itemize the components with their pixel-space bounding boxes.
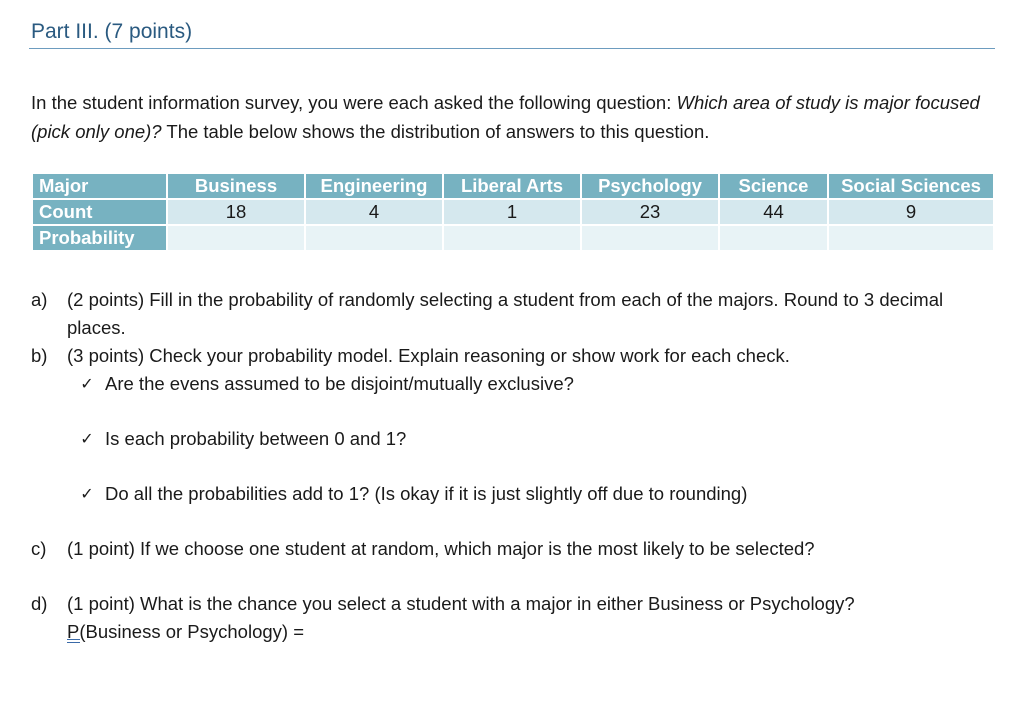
check-mark-icon: ✓ bbox=[80, 374, 94, 393]
question-b-text: (3 points) Check your probability model. Explain reasoning or show work for each check. bbox=[67, 345, 790, 366]
header-cell-engineering: Engineering bbox=[306, 174, 442, 198]
probability-science-cell[interactable] bbox=[720, 226, 827, 250]
section-heading: Part III. (7 points) bbox=[31, 20, 193, 43]
row-label-probability: Probability bbox=[33, 226, 166, 250]
question-c-text: (1 point) If we choose one student at random, which major is the most likely to be selected? bbox=[67, 538, 815, 559]
question-a-text: (2 points) Fill in the probability of randomly selecting a student from each of the majors. Round to 3 decimal places. bbox=[67, 289, 944, 338]
table-row-probability bbox=[33, 226, 993, 250]
question-b bbox=[31, 342, 1001, 370]
count-liberal-arts: 1 bbox=[444, 200, 580, 224]
answer-prefix: P( bbox=[67, 621, 86, 642]
header-cell-science: Science bbox=[720, 174, 827, 198]
row-label-count: Count bbox=[33, 200, 166, 224]
probability-psychology-cell[interactable] bbox=[582, 226, 718, 250]
question-a bbox=[31, 286, 1001, 342]
count-business: 18 bbox=[168, 200, 304, 224]
probability-social-sciences-cell[interactable] bbox=[829, 226, 993, 250]
question-c-letter: c) bbox=[31, 538, 47, 559]
count-social-sciences: 9 bbox=[829, 200, 993, 224]
intro-text-before: In the student information survey, you were each asked the following question: bbox=[31, 92, 677, 113]
check-text: Is each probability between 0 and 1? bbox=[105, 428, 407, 449]
survey-question: Which area of study is major focused (pick only one)? bbox=[31, 92, 980, 142]
header-cell-psychology: Psychology bbox=[582, 174, 718, 198]
check-mark-icon: ✓ bbox=[80, 484, 94, 503]
header-cell-liberal-arts: Liberal Arts bbox=[444, 174, 580, 198]
count-psychology: 23 bbox=[582, 200, 718, 224]
probability-business-cell[interactable] bbox=[168, 226, 304, 250]
count-engineering: 4 bbox=[306, 200, 442, 224]
table-header-row bbox=[33, 174, 993, 198]
question-d bbox=[31, 590, 1001, 618]
question-d-text: (1 point) What is the chance you select a student with a major in either Business or Psychology? bbox=[67, 593, 855, 614]
count-science: 44 bbox=[720, 200, 827, 224]
check-text: Do all the probabilities add to 1? (Is okay if it is just slightly off due to rounding) bbox=[105, 483, 748, 504]
major-distribution-table bbox=[31, 172, 995, 252]
checklist-item bbox=[31, 370, 1001, 398]
answer-text: Business or Psychology) = bbox=[85, 621, 305, 642]
intro-paragraph bbox=[31, 88, 991, 146]
intro-text-after: The table below shows the distribution of answers to this question. bbox=[161, 121, 710, 142]
header-cell-major: Major bbox=[33, 174, 166, 198]
check-text: Are the evens assumed to be disjoint/mutually exclusive? bbox=[105, 373, 574, 394]
question-list bbox=[31, 286, 1001, 646]
question-b-checklist bbox=[31, 370, 1001, 508]
table-row-count bbox=[33, 200, 993, 224]
question-b-letter: b) bbox=[31, 345, 48, 366]
header-cell-business: Business bbox=[168, 174, 304, 198]
probability-engineering-cell[interactable] bbox=[306, 226, 442, 250]
heading-divider bbox=[29, 48, 995, 49]
question-a-letter: a) bbox=[31, 289, 48, 310]
check-mark-icon: ✓ bbox=[80, 429, 94, 448]
question-c bbox=[31, 535, 1001, 563]
probability-liberal-arts-cell[interactable] bbox=[444, 226, 580, 250]
checklist-item bbox=[31, 425, 1001, 453]
question-d-answer-line[interactable] bbox=[31, 618, 1001, 646]
question-d-letter: d) bbox=[31, 593, 48, 614]
header-cell-social-sciences: Social Sciences bbox=[829, 174, 993, 198]
checklist-item bbox=[31, 480, 1001, 508]
